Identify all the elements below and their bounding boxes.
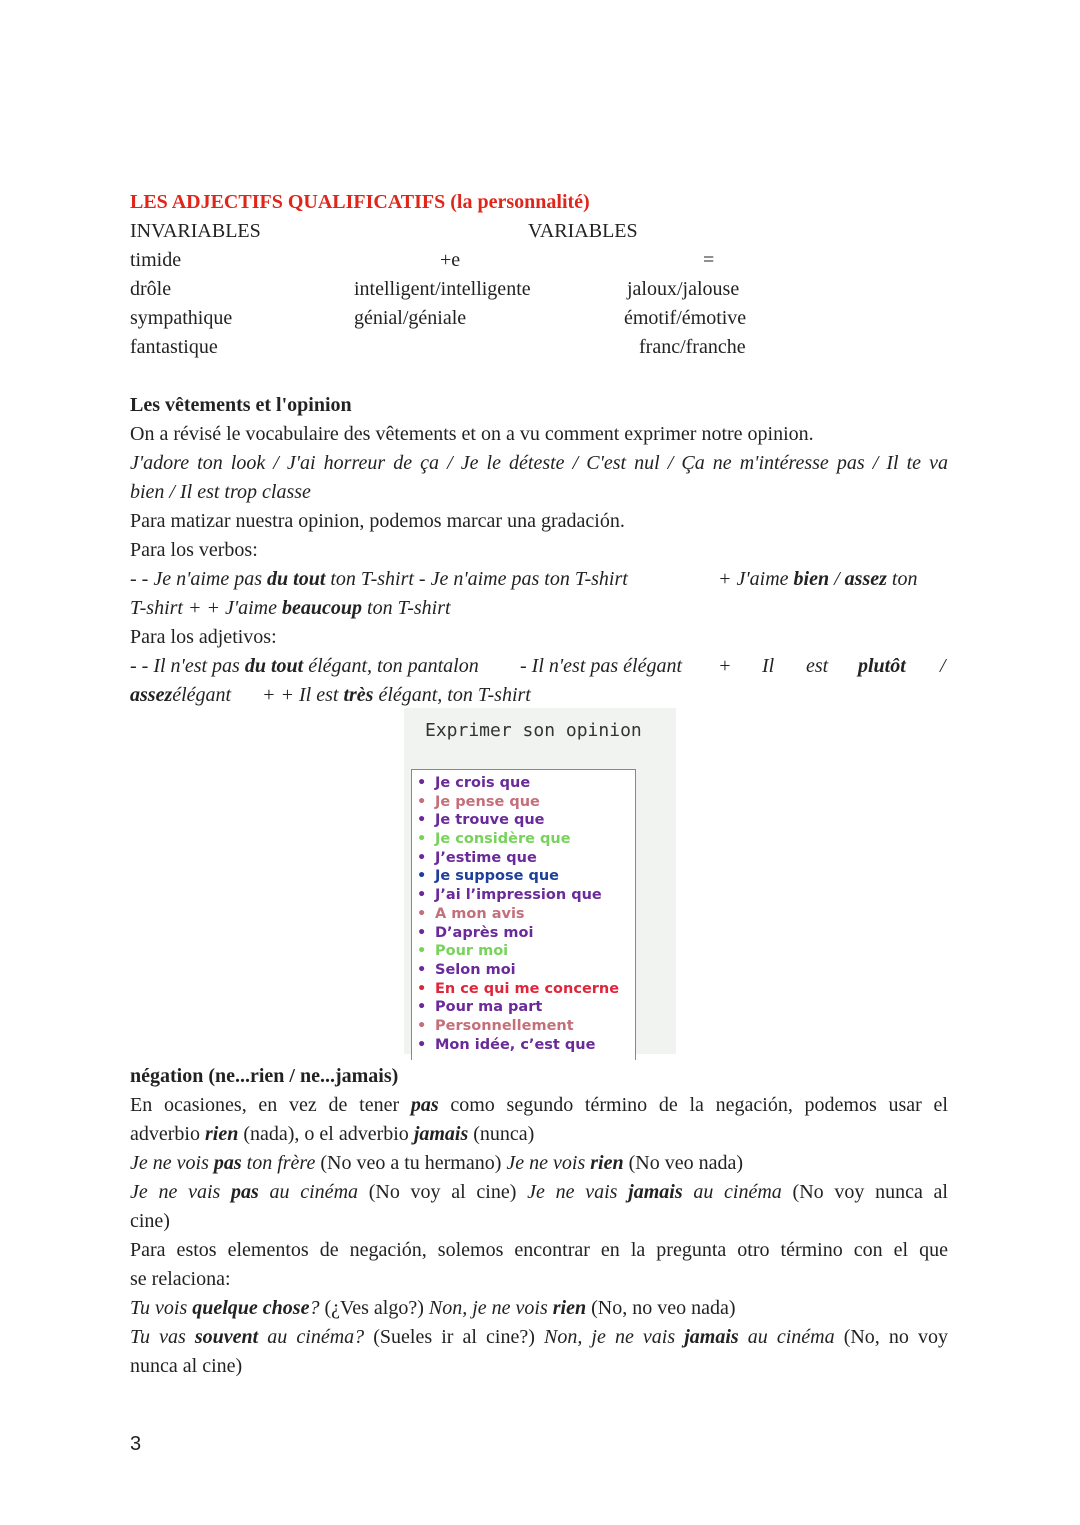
- emphasis: souvent: [194, 1326, 259, 1348]
- emphasis: assez: [844, 568, 887, 590]
- negation-example: cine): [130, 1210, 170, 1232]
- adjective-equal: jaloux/jalouse: [627, 278, 740, 300]
- text-run: T-shirt + + J'aime: [130, 597, 283, 619]
- text-run: ton: [886, 568, 918, 590]
- emphasis: rien: [552, 1297, 587, 1319]
- opinion-expressions-line: bien / Il est trop classe: [130, 481, 311, 503]
- emphasis: très: [343, 684, 374, 706]
- adjective-plus-e: génial/géniale: [354, 307, 467, 329]
- text-run: ton T-shirt - Je n'aime pas ton T-shirt: [325, 568, 628, 590]
- bullet-icon: •: [417, 961, 427, 978]
- opinion-item-text: D’après moi: [435, 924, 534, 941]
- text-run: +: [718, 655, 732, 677]
- opinion-item: [412, 1036, 635, 1055]
- opinion-image-title: Exprimer son opinion: [425, 720, 642, 741]
- text-run: (No veo nada): [623, 1152, 744, 1174]
- opinion-item: [412, 998, 635, 1017]
- negation-paragraph-line: Para estos elementos de negación, solemos encontrar en la pregunta otro término con el que: [130, 1239, 948, 1261]
- text-run: élégant, ton T-shirt: [373, 684, 531, 706]
- opinion-item: [412, 1017, 635, 1036]
- text-run: Je ne vais: [130, 1181, 232, 1203]
- text-run: /: [940, 655, 946, 677]
- bullet-icon: •: [417, 868, 427, 885]
- opinion-list: [412, 770, 635, 1054]
- adjectives-gradation-line: [130, 681, 948, 710]
- text-run: élégant: [172, 684, 232, 706]
- negation-question: [130, 1323, 948, 1352]
- negation-example: [130, 1178, 948, 1207]
- text-run: (¿Ves algo?): [319, 1297, 429, 1319]
- text-run: adverbio: [130, 1123, 205, 1145]
- negation-question: [130, 1294, 948, 1323]
- page-number: 3: [130, 1433, 142, 1455]
- text-run: - - Je n'aime pas: [130, 568, 268, 590]
- adjectives-label: Para los adjetivos:: [130, 626, 277, 648]
- bullet-icon: •: [417, 1036, 427, 1053]
- opinion-item: [412, 849, 635, 868]
- opinion-item: [412, 774, 635, 793]
- text-run: Tu vois: [130, 1297, 193, 1319]
- opinion-item-text: Pour ma part: [435, 999, 543, 1016]
- clothes-heading: Les vêtements et l'opinion: [130, 394, 352, 416]
- adjective-invariable: timide: [130, 249, 182, 271]
- text-run: Non, je ne vois: [428, 1297, 553, 1319]
- bullet-icon: •: [417, 999, 427, 1016]
- verbs-label: Para los verbos:: [130, 539, 258, 561]
- document-page: [130, 188, 948, 710]
- text-run: au cinéma?: [258, 1326, 365, 1348]
- opinion-item: [412, 942, 635, 961]
- opinion-item-text: J’estime que: [435, 849, 537, 866]
- emphasis: rien: [590, 1152, 624, 1174]
- text-run: En ocasiones, en vez de tener: [130, 1094, 411, 1116]
- emphasis: beaucoup: [282, 597, 363, 619]
- text-run: (nada), o el adverbio: [238, 1123, 414, 1145]
- emphasis: plutôt: [858, 655, 906, 677]
- bullet-icon: •: [417, 924, 427, 941]
- negation-heading: négation (ne...rien / ne...jamais): [130, 1065, 399, 1087]
- opinion-item-text: Personnellement: [435, 1017, 574, 1034]
- text-run: ton frère: [241, 1152, 316, 1174]
- opinion-item-text: En ce qui me concerne: [435, 980, 620, 997]
- adjective-equal: franc/franche: [639, 336, 746, 358]
- adjectives-header-row: [130, 217, 948, 246]
- text-run: + J'aime: [718, 568, 794, 590]
- text-run: + + Il est: [262, 684, 344, 706]
- opinion-item-text: Pour moi: [435, 943, 509, 960]
- text-run: (No veo a tu hermano): [315, 1152, 507, 1174]
- text-run: (nunca): [468, 1123, 535, 1145]
- emphasis: pas: [213, 1152, 242, 1174]
- negation-section: [130, 1062, 948, 1381]
- opinion-expressions-line: J'adore ton look / J'ai horreur de ça / Je le déteste / C'est nul / Ça ne m'intéresse pas / Il te va: [130, 452, 948, 474]
- negation-question: nunca al cine): [130, 1355, 243, 1377]
- text-run: Il: [762, 655, 775, 677]
- text-run: Je ne vois: [506, 1152, 591, 1174]
- emphasis: du tout: [267, 568, 326, 590]
- text-run: ton T-shirt: [362, 597, 451, 619]
- adjectives-row: [130, 304, 948, 333]
- bullet-icon: •: [417, 793, 427, 810]
- adjectives-row: [130, 333, 948, 362]
- adjective-invariable: drôle: [130, 278, 172, 300]
- verbs-gradation-line: [130, 594, 948, 623]
- bullet-icon: •: [417, 980, 427, 997]
- emphasis: quelque chose: [192, 1297, 310, 1319]
- text-run: au cinéma: [258, 1181, 359, 1203]
- adjectives-row: [130, 275, 948, 304]
- bullet-icon: •: [417, 849, 427, 866]
- bullet-icon: •: [417, 1017, 427, 1034]
- opinion-item: [412, 867, 635, 886]
- adjective-plus-e: intelligent/intelligente: [354, 278, 531, 300]
- text-run: élégant, ton pantalon: [303, 655, 479, 677]
- negation-paragraph-line: se relaciona:: [130, 1268, 231, 1290]
- emphasis: du tout: [244, 655, 304, 677]
- emphasis: jamais: [413, 1123, 469, 1145]
- text-run: (No voy al cine): [358, 1181, 528, 1203]
- text-run: - Il n'est pas élégant: [520, 655, 683, 677]
- opinion-item: [412, 924, 635, 943]
- opinion-item-text: Je suppose que: [435, 868, 560, 885]
- gradation-text: Para matizar nuestra opinion, podemos marcar una gradación.: [130, 510, 625, 532]
- text-run: Je ne vais: [527, 1181, 629, 1203]
- opinion-item-text: Je crois que: [435, 775, 531, 791]
- verbs-gradation-line: [130, 565, 948, 594]
- clothes-intro: On a révisé le vocabulaire des vêtements et on a vu comment exprimer notre opinion.: [130, 423, 814, 445]
- text-run: Non, je ne vais: [543, 1326, 685, 1348]
- negation-example: [130, 1149, 948, 1178]
- invariables-header: INVARIABLES: [130, 220, 261, 242]
- bullet-icon: •: [417, 775, 427, 791]
- negation-paragraph-line: [130, 1120, 948, 1149]
- opinion-item: [412, 811, 635, 830]
- text-run: au cinéma: [738, 1326, 835, 1348]
- bullet-icon: •: [417, 887, 427, 904]
- text-run: (Sueles ir al cine?): [364, 1326, 544, 1348]
- equals-header: =: [703, 249, 715, 271]
- text-run: (No, no veo nada): [586, 1297, 736, 1319]
- variables-header: VARIABLES: [528, 220, 638, 242]
- text-run: /: [829, 568, 845, 590]
- bullet-icon: •: [417, 943, 427, 960]
- text-run: como segundo término de la negación, podemos usar el: [438, 1094, 948, 1116]
- opinion-item-text: A mon avis: [435, 905, 525, 922]
- opinion-item: [412, 830, 635, 849]
- opinion-item: [412, 980, 635, 999]
- emphasis: assez: [130, 684, 173, 706]
- opinion-item-text: Mon idée, c’est que: [435, 1036, 596, 1053]
- text-run: au cinéma: [682, 1181, 782, 1203]
- bullet-icon: •: [417, 812, 427, 829]
- bullet-icon: •: [417, 831, 427, 848]
- negation-paragraph-line: [130, 1091, 948, 1120]
- text-run: (No voy nunca al: [781, 1181, 948, 1203]
- opinion-item: [412, 905, 635, 924]
- text-run: ?: [309, 1297, 320, 1319]
- adjective-equal: émotif/émotive: [624, 307, 747, 329]
- emphasis: jamais: [628, 1181, 683, 1203]
- opinion-list-box: [411, 769, 636, 1060]
- bullet-icon: •: [417, 905, 427, 922]
- text-run: Je ne vois: [130, 1152, 214, 1174]
- opinion-expressions-image: [404, 708, 676, 1054]
- emphasis: rien: [204, 1123, 239, 1145]
- opinion-item-text: Je trouve que: [435, 812, 545, 829]
- text-run: - - Il n'est pas: [130, 655, 245, 677]
- plus-e-header: +e: [440, 249, 461, 271]
- adjective-invariable: sympathique: [130, 307, 233, 329]
- verbs-positive: [718, 565, 917, 594]
- emphasis: pas: [231, 1181, 259, 1203]
- text-run: est: [806, 655, 829, 677]
- adjectives-row: [130, 246, 948, 275]
- opinion-item-text: Selon moi: [435, 961, 516, 978]
- opinion-item-text: Je considère que: [435, 831, 571, 848]
- adjectives-positive: [262, 681, 531, 710]
- opinion-item: [412, 793, 635, 812]
- opinion-item-text: Je pense que: [435, 793, 540, 810]
- opinion-item: [412, 961, 635, 980]
- adjectives-title: LES ADJECTIFS QUALIFICATIFS (la personnalité): [130, 191, 590, 213]
- adjectives-gradation-line: [130, 652, 948, 681]
- emphasis: bien: [793, 568, 830, 590]
- text-run: (No, no voy: [834, 1326, 948, 1348]
- emphasis: pas: [410, 1094, 439, 1116]
- opinion-item: [412, 886, 635, 905]
- emphasis: jamais: [684, 1326, 739, 1348]
- adjective-invariable: fantastique: [130, 336, 218, 358]
- opinion-item-text: J’ai l’impression que: [435, 887, 602, 904]
- text-run: Tu vas: [130, 1326, 195, 1348]
